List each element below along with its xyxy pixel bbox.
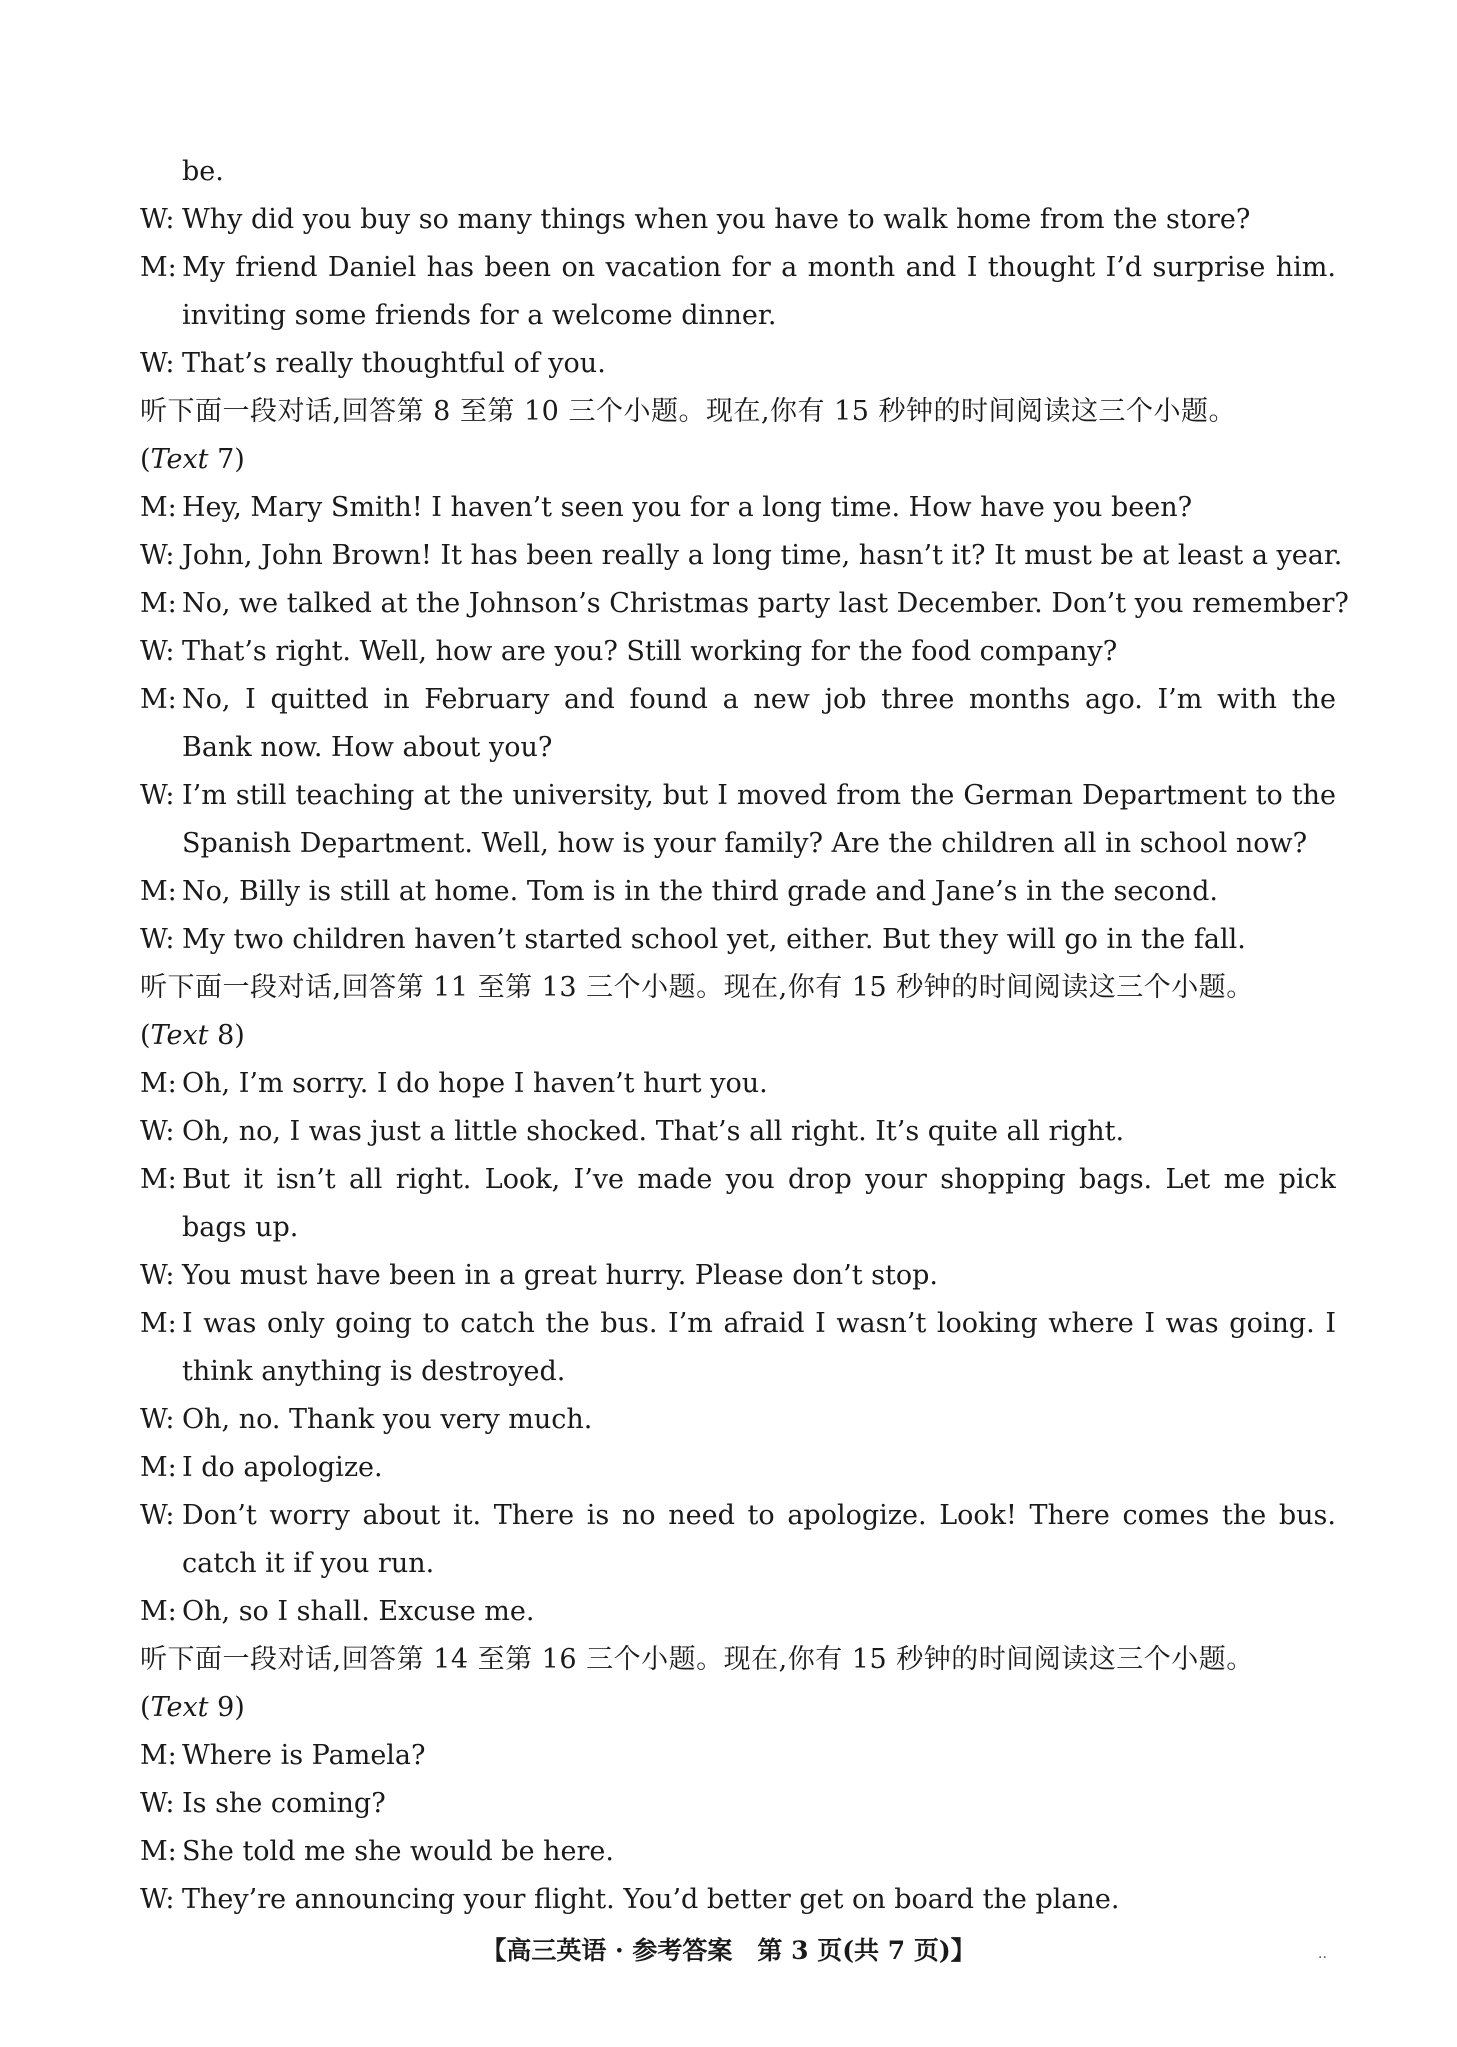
speaker-label: W:: [140, 1884, 175, 1915]
speaker-label: W:: [140, 1404, 175, 1435]
dialogue-line: [140, 1252, 1336, 1300]
dialogue-line: [140, 1156, 1336, 1204]
dialogue-continuation: think anything is destroyed.: [182, 1356, 566, 1387]
speaker-label: W:: [140, 1260, 175, 1291]
dialogue-line: [140, 1108, 1336, 1156]
speaker-label: M:: [140, 1452, 177, 1483]
label-number: 8): [208, 1020, 245, 1051]
dialogue-continuation: catch it if you run.: [182, 1548, 435, 1579]
transcript-body: [140, 148, 1349, 1924]
dialogue-line: [140, 1300, 1336, 1348]
text-section-label: [140, 1684, 1336, 1732]
label-open: (: [140, 1020, 151, 1051]
dialogue-line: [140, 1492, 1336, 1540]
dialogue-line: [140, 484, 1336, 532]
dialogue-text: My two children haven’t started school yet, either. But they will go in the fall.: [182, 924, 1246, 955]
dialogue-text: They’re announcing your flight. You’d better get on board the plane.: [182, 1884, 1120, 1915]
speaker-label: W:: [140, 636, 175, 667]
speaker-label: W:: [140, 780, 175, 811]
dialogue-text: No, Billy is still at home. Tom is in the third grade and Jane’s in the second.: [182, 876, 1218, 907]
instruction-line: 听下面一段对话,回答第 11 至第 13 三个小题。现在,你有 15 秒钟的时间阅读这三个小题。: [140, 972, 1254, 1003]
dialogue-text: I do apologize.: [182, 1452, 383, 1483]
label-number: 9): [208, 1692, 245, 1723]
dialogue-line: [140, 244, 1336, 292]
label-open: (: [140, 444, 151, 475]
label-word: Text: [150, 444, 209, 475]
speaker-label: W:: [140, 540, 175, 571]
speaker-label: M:: [140, 1164, 177, 1195]
dialogue-line: [140, 772, 1336, 820]
label-number: 7): [208, 444, 245, 475]
dialogue-text: No, I quitted in February and found a new job three months ago. I’m with the: [182, 684, 1336, 715]
label-word: Text: [150, 1692, 209, 1723]
dialogue-text: But it isn’t all right. Look, I’ve made you drop your shopping bags. Let me pick: [182, 1164, 1336, 1195]
dialogue-text: John, John Brown! It has been really a long time, hasn’t it? It must be at least a year.: [182, 540, 1343, 571]
speaker-label: M:: [140, 684, 177, 715]
corner-mark: ··: [1318, 1950, 1327, 1966]
dialogue-line: [140, 1060, 1336, 1108]
dialogue-line: [140, 1396, 1336, 1444]
speaker-label: M:: [140, 1068, 177, 1099]
speaker-label: W:: [140, 204, 175, 235]
dialogue-line: [140, 1828, 1336, 1876]
dialogue-line: [140, 676, 1336, 724]
instruction-line: 听下面一段对话,回答第 8 至第 10 三个小题。现在,你有 15 秒钟的时间阅读这三个小题。: [140, 396, 1237, 427]
dialogue-text: She told me she would be here.: [182, 1836, 614, 1867]
dialogue-continuation: Bank now. How about you?: [182, 732, 553, 763]
dialogue-line: [140, 1780, 1336, 1828]
dialogue-text: Don’t worry about it. There is no need to apologize. Look! There comes the bus.: [182, 1500, 1336, 1531]
dialogue-text: You must have been in a great hurry. Please don’t stop.: [182, 1260, 938, 1291]
dialogue-line: [140, 1588, 1336, 1636]
page-footer: 【高三英语 · 参考答案 第 3 页(共 7 页)】: [481, 1936, 976, 1965]
dialogue-line: [140, 580, 1349, 628]
speaker-label: W:: [140, 1500, 175, 1531]
text-section-label: [140, 436, 1336, 484]
label-word: Text: [150, 1020, 209, 1051]
speaker-label: M:: [140, 876, 177, 907]
dialogue-text: My friend Daniel has been on vacation for a month and I thought I’d surprise him.: [182, 252, 1336, 283]
dialogue-line: [140, 196, 1336, 244]
speaker-label: M:: [140, 1596, 177, 1627]
speaker-label: W:: [140, 924, 175, 955]
dialogue-line: [140, 340, 1336, 388]
dialogue-text: Oh, so I shall. Excuse me.: [182, 1596, 535, 1627]
speaker-label: M:: [140, 492, 177, 523]
dialogue-line: [140, 628, 1336, 676]
dialogue-line: [140, 1732, 1336, 1780]
speaker-label: M:: [140, 1308, 177, 1339]
dialogue-text: I’m still teaching at the university, but I moved from the German Department to the: [182, 780, 1336, 811]
speaker-label: W:: [140, 1788, 175, 1819]
dialogue-line: [140, 868, 1336, 916]
dialogue-text: That’s really thoughtful of you.: [182, 348, 606, 379]
dialogue-continuation: bags up.: [182, 1212, 299, 1243]
dialogue-text: Why did you buy so many things when you have to walk home from the store?: [182, 204, 1251, 235]
speaker-label: W:: [140, 1116, 175, 1147]
speaker-label: W:: [140, 348, 175, 379]
dialogue-text: Is she coming?: [182, 1788, 386, 1819]
dialogue-text: Oh, I’m sorry. I do hope I haven’t hurt you.: [182, 1068, 768, 1099]
instruction-line: 听下面一段对话,回答第 14 至第 16 三个小题。现在,你有 15 秒钟的时间阅读这三个小题。: [140, 1644, 1254, 1675]
dialogue-continuation: Spanish Department. Well, how is your family? Are the children all in school now?: [182, 828, 1308, 859]
dialogue-continuation: be.: [182, 156, 224, 187]
dialogue-text: I was only going to catch the bus. I’m afraid I wasn’t looking where I was going. I: [182, 1308, 1336, 1339]
dialogue-line: [140, 916, 1336, 964]
speaker-label: M:: [140, 252, 177, 283]
dialogue-text: Hey, Mary Smith! I haven’t seen you for a long time. How have you been?: [182, 492, 1193, 523]
speaker-label: M:: [140, 588, 177, 619]
dialogue-line: [140, 532, 1343, 580]
speaker-label: M:: [140, 1836, 177, 1867]
label-open: (: [140, 1692, 151, 1723]
dialogue-text: That’s right. Well, how are you? Still working for the food company?: [182, 636, 1118, 667]
dialogue-continuation: inviting some friends for a welcome dinner.: [182, 300, 777, 331]
text-section-label: [140, 1012, 1336, 1060]
dialogue-text: Oh, no. Thank you very much.: [182, 1404, 593, 1435]
dialogue-text: Oh, no, I was just a little shocked. That’s all right. It’s quite all right.: [182, 1116, 1125, 1147]
dialogue-text: No, we talked at the Johnson’s Christmas party last December. Don’t you remember?: [182, 588, 1349, 619]
dialogue-line: [140, 1876, 1336, 1924]
speaker-label: M:: [140, 1740, 177, 1771]
dialogue-line: [140, 1444, 1336, 1492]
dialogue-text: Where is Pamela?: [182, 1740, 426, 1771]
